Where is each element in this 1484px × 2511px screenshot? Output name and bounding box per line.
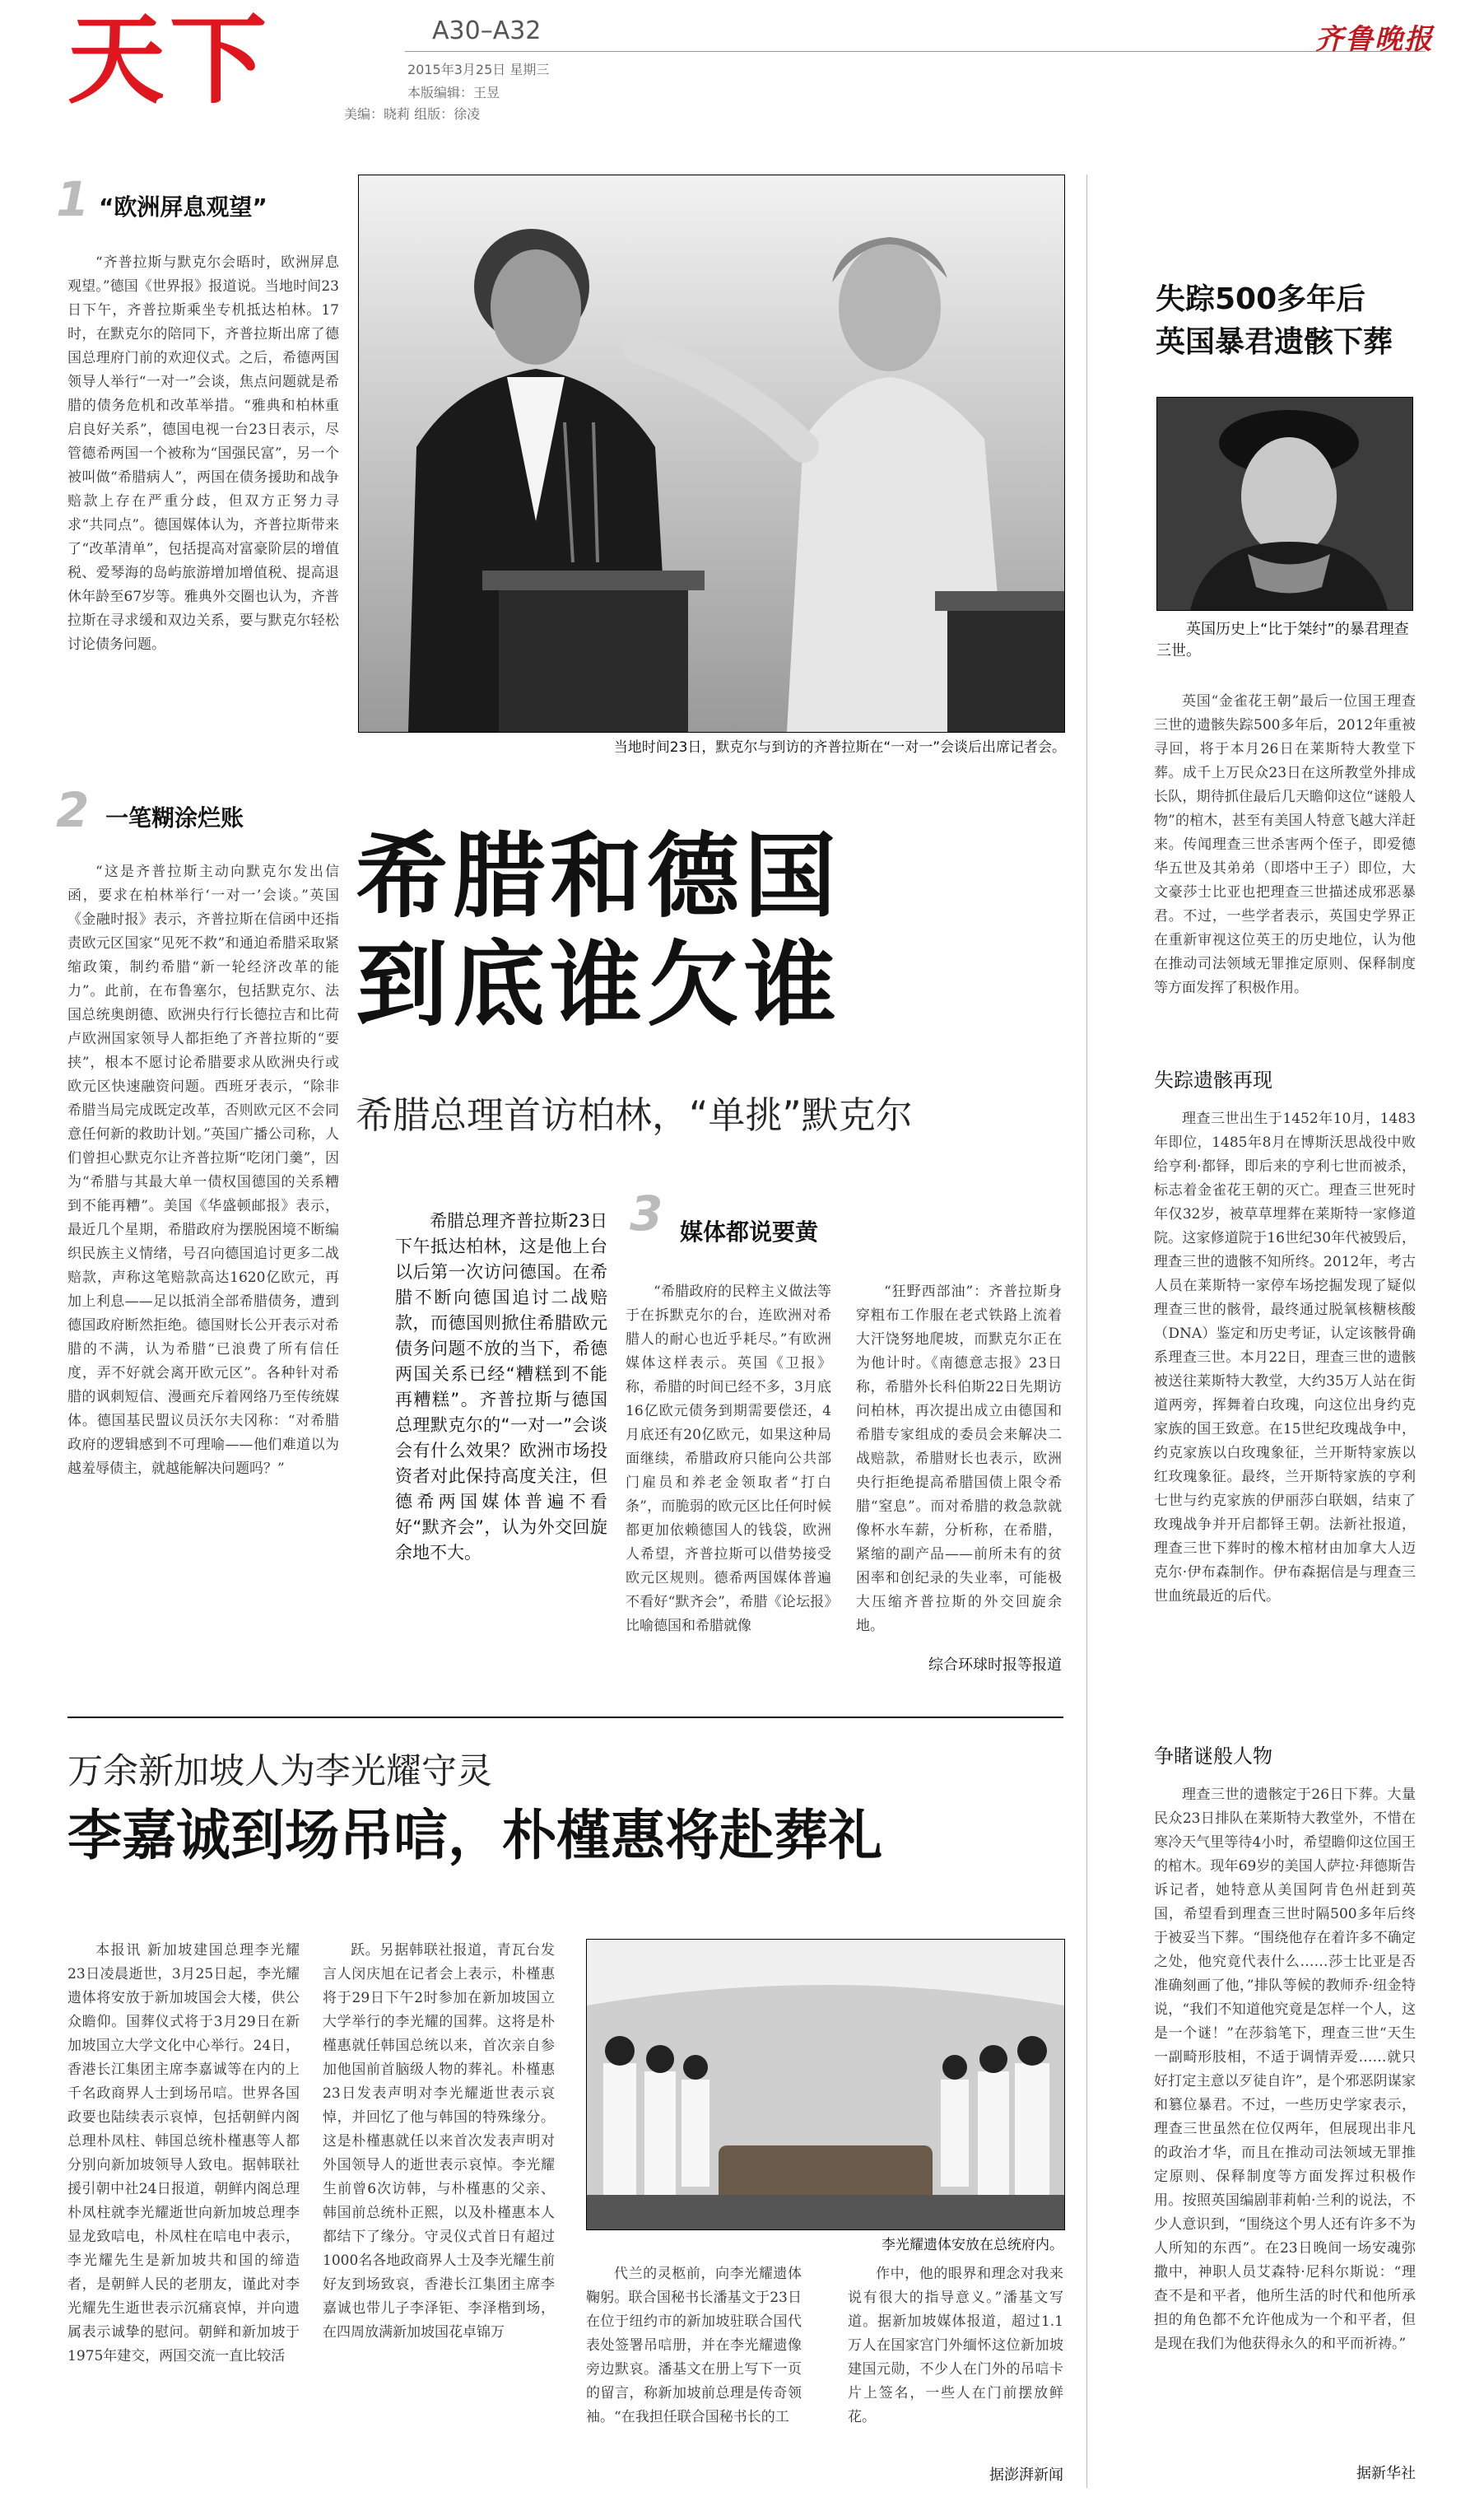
sec2-body: “这是齐普拉斯主动向默克尔发出信函，要求在柏林举行‘一对一’会谈。”英国《金融时报》表示，齐普拉斯在信函中还指责欧元区国家“见死不救”和通迫希腊采取紧缩政策，制约希腊“新一轮经济改革的能力”。此前，在布鲁塞尔，包括默克尔、法国总统奥朗德、欧洲央行行长德拉吉和比荷卢欧洲国家领导人都拒绝了齐普拉斯的“要挟”，根本不愿讨论希腊要求从欧洲央行或欧元区快速融资问题。西班牙表示，“除非希腊当局完成既定改革，否则欧元区不会同意任何新的救助计划。”英国广播公司称，人们曾担心默克尔让齐普拉斯“吃闭门羹”，因为“希腊与其最大单一债权国德国的关系糟到不能再糟”。美国《华盛顿邮报》表示，最近几个星期，希腊政府为摆脱困境不断编织民族主义情绪，号召向德国追讨更多二战赔款，声称这笔赔款高达1620亿欧元，再加上利息——足以抵消全部希腊债务，遭到德国政府断然拒绝。德国财长公开表示对希腊的不满，认为希腊“已浪费了所有信任度，弄不好就会离开欧元区”。各种针对希腊的讽刺短信、漫画充斥着网络乃至传统媒体。德国基民盟议员沃尔夫冈称：“对希腊政府的逻辑感到不可理喻——他们难道以为越羞辱债主，就越能解决问题吗？” <box>67 864 339 1477</box>
sec3-body-col1: “希腊政府的民粹主义做法等于在拆默克尔的台，连欧洲对希腊人的耐心也近乎耗尽。”有欧洲媒体这样表示。英国《卫报》称，希腊的时间已经不多，3月底16亿欧元债务到期需要偿还，4月底还有20亿欧元，如果这种局面继续，希腊政府只能向公共部门雇员和养老金领取者“打白条”，而脆弱的欧元区比任何时候都更加依赖德国人的钱袋，欧洲人希望，齐普拉斯可以借势接受欧元区规则。德希两国媒体普遍不看好“默齐会”，希腊《论坛报》比喻德国和希腊就像 <box>626 1283 831 1634</box>
sg-col4: 作中，他的眼界和理念对我来说有很大的指导意义。”潘基文写道。据新加坡媒体报道，超过1.1万人在国家宫门外缅怀这位新加坡建国元勋，不少人在门外的吊唁卡片上签名，一些人在门前摆放鲜花。 <box>848 2266 1063 2425</box>
richard-iii-portrait <box>1157 398 1412 610</box>
section-title: 天下 <box>67 3 272 117</box>
sec1-body: “齐普拉斯与默克尔会晤时，欧洲屏息观望。”德国《世界报》报道说。当地时间23日下午，齐普拉斯乘坐专机抵达柏林。17时，在默克尔的陪同下，齐普拉斯出席了德国总理府门前的欢迎仪式。之后，希德两国领导人举行“一对一”会谈，焦点问题就是希腊的债务危机和改革举措。“雅典和柏林重启良好关系”，德国电视一台23日表示，尽管德希两国一个被称为“国强民富”，另一个被叫做“希腊病人”，两国在债务援助和战争赔款上存在严重分歧，但双方正努力寻求“共同点”。德国媒体认为，齐普拉斯带来了“改革清单”，包括提高对富豪阶层的增值税、爱琴海的岛屿旅游增加增值税、提高退休年龄至67岁等。雅典外交圈也认为，齐普拉斯在寻求缓和双边关系，要与默克尔轻松讨论债务问题。 <box>67 254 339 653</box>
sidebar-body2: 理查三世的遗骸定于26日下葬。大量民众23日排队在莱斯特大教堂外，不惜在寒冷天气里等待4小时，希望瞻仰这位国王的棺木。现年69岁的美国人萨拉·拜德斯告诉记者，她特意从美国阿肯色州赶到英国，希望看到理查三世时隔500多年后终于被妥当下葬。“围绕他存在着许多不确定之处，他究竟代表什么……莎士比亚是否准确刻画了他，”排队等候的教师乔·纽金特说，“我们不知道他究竟是怎样一个人，这是一个谜！”在莎翁笔下，理查三世“天生一副畸形肢相，不适于调情弄爱……就只好打定主意以歹徒自许”，是个邪恶阴谋家和篡位暴君。不过，一些历史学家表示，理查三世虽然在位仅两年，但展现出非凡的政治才华，而且在推动司法领域无罪推定原则、保释制度等方面发挥过积极作用。按照英国编剧菲莉帕·兰利的说法，不少人意识到，“围绕这个男人还有许多不为人所知的东西”。在23日晚间一场安魂弥撒中，神职人员艾森特·尼科尔斯说：“理查不是和平者，他所生活的时代和他所承担的角色都不允许他成为一个和平者，但是现在我们为他获得永久的和平而祈祷。” <box>1154 1787 1416 2352</box>
sec1-number: 1 <box>56 171 90 227</box>
staff-line: 美编：晓莉 组版：徐凌 <box>344 106 481 122</box>
paper-logo: 齐鲁晚报 <box>1315 23 1434 56</box>
sidebar-intro: 英国“金雀花王朝”最后一位国王理查三世的遗骸失踪500多年后，2012年重被寻回，将于本月26日在莱斯特大教堂下葬。成千上万民众23日在这所教堂外排成长队，期待抓住最后几天瞻仰这位“谜般人物”的棺木，甚至有美国人特意飞越大洋赶来。传闻理查三世杀害两个侄子，即爱德华五世及其弟弟（即塔中王子）即位，大文豪莎士比亚也把理查三世描述成邪恶暴君。不过，一些学者表示，英国史学界正在重新审视这位英王的历史地位，认为他在推动司法领域无罪推定原则、保释制度等方面发挥了积极作用。 <box>1154 693 1416 996</box>
page-range: A30–A32 <box>432 16 542 45</box>
sg-col2: 跃。另据韩联社报道，青瓦台发言人闵庆旭在记者会上表示，朴槿惠将于29日下午2时参加在新加坡国立大学举行的李光耀的国葬。这将是朴槿惠就任韩国总统以来，首次亲自参加他国前首脑级人物的葬礼。朴槿惠23日发表声明对李光耀逝世表示哀悼，并回忆了他与韩国的特殊缘分。这是朴槿惠就任以来首次发表声明对外国领导人的逝世表示哀悼。李光耀生前曾6次访韩，与朴槿惠的父亲、韩国前总统朴正熙，以及朴槿惠本人都结下了缘分。守灵仪式首日有超过1000名各地政商界人士及李光耀生前好友到场致哀，香港长江集团主席李嘉诚也带儿子李泽钜、李泽楷到场，在四周放满新加坡国花卓锦万 <box>323 1942 555 2341</box>
sidebar-source: 据新华社 <box>1356 2465 1416 2482</box>
sg-photo-caption: 李光耀遗体安放在总统府内。 <box>882 2237 1063 2253</box>
sg-col1: 本报讯 新加坡建国总理李光耀23日凌晨逝世，3月25日起，李光耀遗体将安放于新加坡国会大楼，供公众瞻仰。国葬仪式将于3月29日在新加坡国立大学文化中心举行。24日，香港长江集团主席李嘉诚等在内的上千名政商界人士到场吊唁。世界各国政要也陆续表示哀悼，包括朝鲜内阁总理朴凤柱、韩国总统朴槿惠等人都分别向新加坡领导人致电。据韩联社援引朝中社24日报道，朝鲜内阁总理朴凤柱就李光耀逝世向新加坡总理李显龙致唁电，朴凤柱在唁电中表示，李光耀先生是新加坡共和国的缔造者，是朝鲜人民的老朋友，谨此对李光耀先生逝世表示沉痛哀悼，并向遗属表示诚挚的慰问。朝鲜和新加坡于1975年建交，两国交流一直比较活 <box>67 1942 300 2364</box>
sg-kicker: 万余新加坡人为李光耀守灵 <box>67 1751 492 1792</box>
main-story-source: 综合环球时报等报道 <box>928 1656 1062 1674</box>
date-line: 2015年3月25日 星期三 <box>407 62 550 77</box>
sec3-title: 媒体都说要黄 <box>680 1218 819 1246</box>
main-photo <box>358 175 1065 733</box>
sidebar-body1: 理查三世出生于1452年10月，1483年即位，1485年8月在博斯沃思战役中败给亨利·都铎，即后来的亨利七世而被杀，标志着金雀花王朝的灭亡。理查三世死时年仅32岁，被草草埋葬在莱斯特一家修道院。这家修道院于16世纪30年代被毁后，理查三世的遗骸不知所终。2012年，考古人员在莱斯特一家停车场挖掘发现了疑似理查三世的骸骨，最终通过脱氧核糖核酸（DNA）鉴定和历史考证，认定该骸骨确系理查三世。本月22日，理查三世的遗骸被送往莱斯特大教堂，大约35万人站在街道两旁，挥舞着白玫瑰，向这位出身约克家族的国王致意。在15世纪玫瑰战争中，约克家族以白玫瑰象征，兰开斯特家族以红玫瑰象征。最终，兰开斯特家族的亨利七世与约克家族的伊丽莎白联姻，结束了玫瑰战争并开启都铎王朝。法新社报道，理查三世下葬时的橡木棺材由加拿大人迈克尔·伊布森制作。伊布森据信是与理查三世血统最近的后代。 <box>1154 1111 1416 1605</box>
story-divider <box>67 1717 1063 1718</box>
sidebar-sub2: 争睹谜般人物 <box>1154 1745 1272 1768</box>
main-photo-caption: 当地时间23日，默克尔与到访的齐普拉斯在“一对一”会谈后出席记者会。 <box>613 739 1066 756</box>
guard-of-honour-illustration <box>587 1940 1064 2229</box>
sg-col3: 代兰的灵柩前，向李光耀遗体鞠躬。联合国秘书长潘基文于23日在位于纽约市的新加坡驻联合国代表处签署吊唁册，并在李光耀遗像旁边默哀。潘基文在册上写下一页的留言，称新加坡前总理是传奇领袖。“在我担任联合国秘书长的工 <box>586 2266 802 2425</box>
main-headline-line2: 到底谁欠谁 <box>356 932 841 1039</box>
sidebar-divider <box>1086 175 1087 2488</box>
sg-headline: 李嘉诚到场吊唁，朴槿惠将赴葬礼 <box>67 1804 882 1867</box>
editor-line: 本版编辑：王昱 <box>407 85 500 100</box>
sec2-number: 2 <box>56 782 90 838</box>
sidebar-photo-caption: 英国历史上“比于桀纣”的暴君理查三世。 <box>1156 621 1409 659</box>
sg-photo <box>586 1939 1065 2230</box>
sec2-title: 一笔糊涂烂账 <box>105 804 244 832</box>
sec1-title: “欧洲屏息观望” <box>99 193 267 221</box>
tsipras-merkel-illustration <box>359 175 1064 732</box>
masthead-rule <box>405 51 1426 52</box>
sidebar-sub1: 失踪遗骸再现 <box>1154 1069 1272 1092</box>
main-subheadline: 希腊总理首访柏林，“单挑”默克尔 <box>356 1093 913 1137</box>
sec3-number: 3 <box>630 1186 663 1242</box>
sec3-body-col2: “狂野西部油”：齐普拉斯身穿粗布工作服在老式铁路上流着大汗饶努地爬坡，而默克尔正在为他计时。《南德意志报》23日称，希腊外长科伯斯22日先期访问柏林，再次提出成立由德国和希腊专家组成的委员会来解决二战赔款，希腊财长也表示，欧洲央行拒绝提高希腊国债上限令希腊“窒息”。而对希腊的救急款就像杯水车薪，分析称，在希腊，紧缩的副产品——前所未有的贫困率和创纪录的失业率，可能极大压缩齐普拉斯的外交回旋余地。 <box>856 1283 1062 1634</box>
sg-source: 据澎湃新闻 <box>989 2467 1063 2484</box>
main-lead: 希腊总理齐普拉斯23日下午抵达柏林，这是他上台以后第一次访问德国。在希腊不断向德国追讨二战赔款，而德国则掀住希腊欧元债务问题不放的当下，希德两国关系已经“糟糕到不能再糟糕”。齐普拉斯与德国总理默克尔的“一对一”会谈会有什么效果？欧洲市场投资者对此保持高度关注，但德希两国媒体普遍不看好“默齐会”，认为外交回旋余地不大。 <box>395 1211 607 1563</box>
main-headline-line1: 希腊和德国 <box>356 823 841 930</box>
sidebar-headline-line1: 失踪500多年后 <box>1156 282 1366 316</box>
sidebar-headline-line2: 英国暴君遗骸下葬 <box>1156 325 1393 359</box>
sidebar-photo <box>1156 397 1413 611</box>
